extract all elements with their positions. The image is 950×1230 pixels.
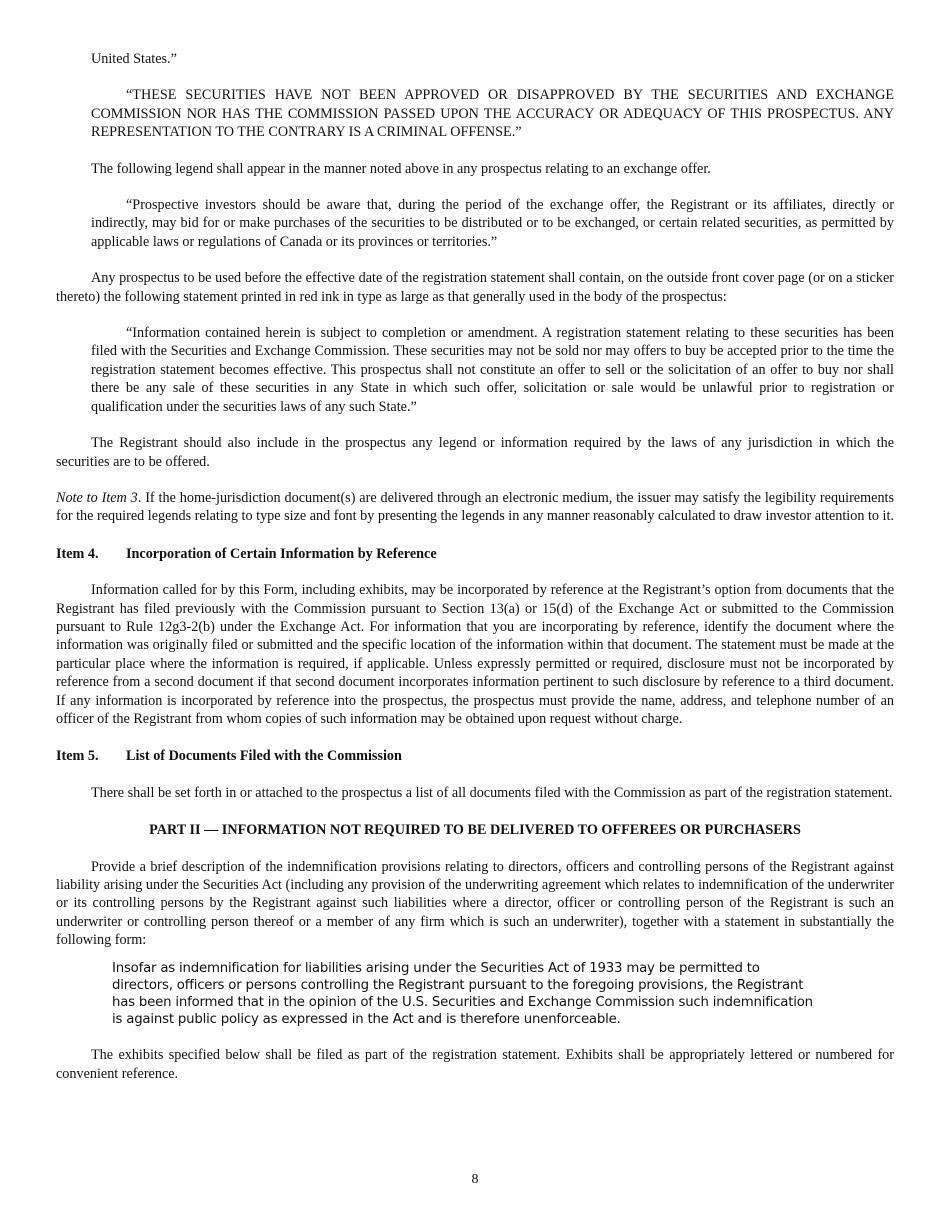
quote-insofar: Insofar as indemnification for liabilities arising under the Securities Act of 1933 may be permitted to directors, officers or persons controlling the Registrant pursuant to the foregoing provisions, the Registrant has been informed that in the opinion of the U.S. Securities and Exchange Commission such indemnification is against public policy as expressed in the Act and is therefore unenforceable. bbox=[112, 960, 813, 1028]
paragraph-following-legend: The following legend shall appear in the manner noted above in any prospectus relating to an exchange offer. bbox=[91, 160, 711, 177]
item-5-heading bbox=[56, 747, 894, 765]
paragraph-exhibits: The exhibits specified below shall be filed as part of the registration statement. Exhibits shall be appropriately lettered or numbered for convenient reference. bbox=[56, 1047, 894, 1082]
paragraph-item-4: Information called for by this Form, including exhibits, may be incorporated by reference at the Registrant’s option from documents that the Registrant has filed previously with the Commission pursuant to Section 13(a) or 15(d) of the Exchange Act or submitted to the Commission pursuant to Rule 12g3-2(b) under the Exchange Act. For information that you are incorporating by reference, identify the document where the information was originally filed or submitted and the specific location of the information within that document. The statement must be made at the particular place where the information is required, if applicable. Unless expressly permitted or required, disclosure must not be incorporated by reference from a second document if that second document incorporates information pertinent to such disclosure by reference to a third document. If any information is incorporated by reference into the prospectus, the prospectus must provide the name, address, and telephone number of an officer of the Registrant from whom copies of such information may be obtained upon request without charge. bbox=[56, 582, 894, 727]
document-page bbox=[56, 50, 894, 1083]
page-number: 8 bbox=[471, 1172, 479, 1187]
item-5-title: List of Documents Filed with the Commission bbox=[126, 748, 402, 765]
paragraph-item-5: There shall be set forth in or attached to the prospectus a list of all documents filed with the Commission as part of the registration statement. bbox=[91, 784, 893, 801]
legend-prospective-investors: “Prospective investors should be aware that, during the period of the exchange offer, the Registrant or its affiliates, directly or indirectly, may bid for or make purchases of the securities to be distributed or to be exchanged, or certain related securities, as permitted by applicable laws or regulations of Canada or its provinces or territories.” bbox=[91, 197, 894, 250]
part-ii-heading: PART II — INFORMATION NOT REQUIRED TO BE DELIVERED TO OFFEREES OR PURCHASERS bbox=[149, 822, 801, 839]
paragraph-united-states: United States.” bbox=[91, 51, 177, 67]
paragraph-registrant-also: The Registrant should also include in the prospectus any legend or information required by the laws of any jurisdiction in which the securities are to be offered. bbox=[56, 435, 894, 470]
item-4-heading bbox=[56, 545, 894, 563]
paragraph-any-prospectus: Any prospectus to be used before the effective date of the registration statement shall contain, on the outside front cover page (or on a sticker thereto) the following statement printed in red ink in type as large as that generally used in the body of the prospectus: bbox=[56, 270, 894, 305]
legend-securities-not-approved: “THESE SECURITIES HAVE NOT BEEN APPROVED OR DISAPPROVED BY THE SECURITIES AND EXCHANGE COMMISSION NOR HAS THE COMMISSION PASSED UPON THE ACCURACY OR ADEQUACY OF THIS PROSPECTUS. ANY REPRESENTATION TO THE CONTRARY IS A CRIMINAL OFFENSE.” bbox=[91, 87, 894, 141]
paragraph-indemnification: Provide a brief description of the indemnification provisions relating to directors, officers and controlling persons of the Registrant against liability arising under the Securities Act (including any provision of the underwriting agreement which relates to indemnification of the underwriter or its controlling persons by the Registrant against such liabilities where a director, officer or controlling person of the Registrant is such an underwriter or controlling person thereof or a member of any firm which is such an underwriter), together with a statement in substantially the following form: bbox=[56, 858, 894, 949]
item-4-number: Item 4. bbox=[56, 545, 99, 562]
legend-information-contained: “Information contained herein is subject to completion or amendment. A registration statement relating to these securities has been filed with the Securities and Exchange Commission. These securities may not be sold nor may offers to buy be accepted prior to the time the registration statement becomes effective. This prospectus shall not constitute an offer to sell or the solicitation of an offer to buy nor shall there be any sale of these securities in any State in which such offer, solicitation or sale would be unlawful prior to registration or qualification under the securities laws of any such State.” bbox=[91, 325, 894, 415]
item-4-title: Incorporation of Certain Information by Reference bbox=[126, 545, 437, 562]
note-to-item-3 bbox=[56, 489, 894, 526]
note-to-item-3-label: Note to Item 3 bbox=[56, 489, 138, 506]
item-5-number: Item 5. bbox=[56, 748, 99, 765]
note-to-item-3-text: . If the home-jurisdiction document(s) are delivered through an electronic medium, the issuer may satisfy the legibility requirements for the required legends relating to type size and font by presenting the legends in any manner reasonably calculated to draw investor attention to it. bbox=[56, 489, 894, 525]
